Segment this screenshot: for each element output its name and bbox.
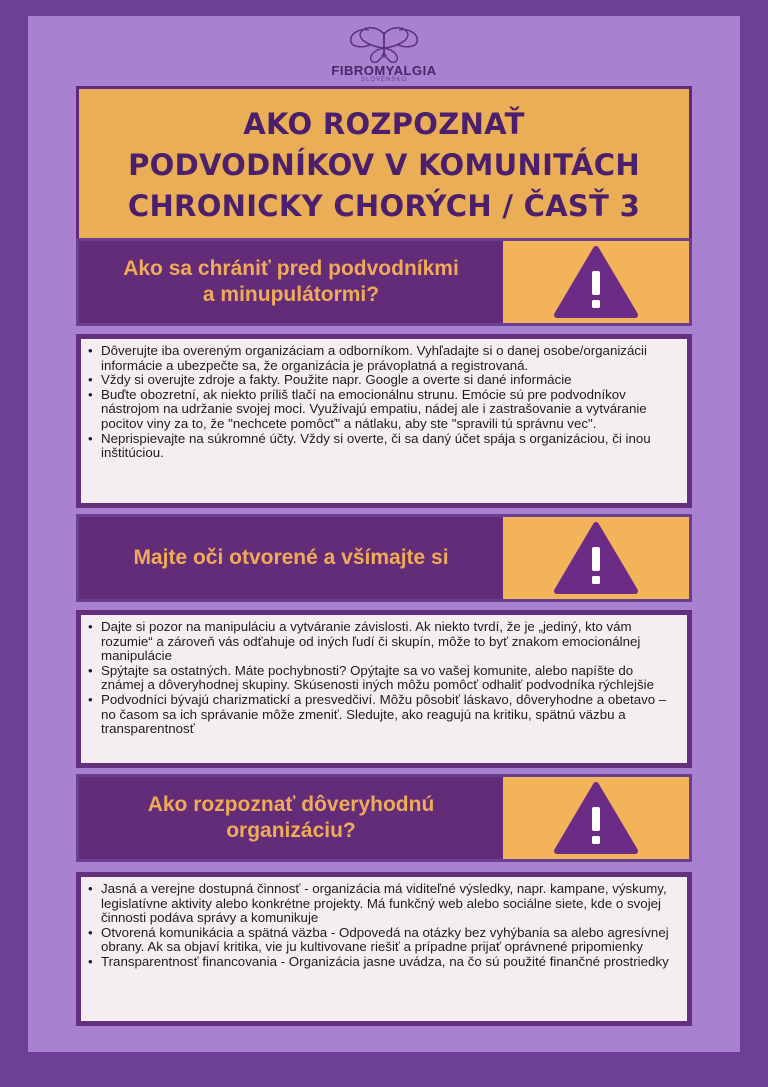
- section-3-body: [76, 872, 692, 1026]
- logo: [28, 16, 740, 88]
- logo-name: FIBROMYALGIA: [331, 63, 437, 78]
- section-2-warning-panel: [503, 517, 689, 599]
- infographic-page: [28, 16, 740, 1052]
- list-item: • Transparentnosť financovania - Organizácia jasne uvádza, na čo sú použité finančné prostriedky: [87, 955, 679, 970]
- section-2-heading: [79, 517, 503, 599]
- list-item: • Buďte obozretní, ak niekto príliš tlačí na emocionálnu strunu. Emócie sú pre podvodníkov nástrojom na udržanie svojej moci. Využívajú empatiu, nádej ale i zastrašovanie a vytváranie pocitov viny za to, že "nechcete pomôcť" a nátlaku, aby ste "spravili tú správnu vec".: [87, 388, 679, 432]
- section-2-body: [76, 610, 692, 768]
- title-line-2: PODVODNÍKOV V KOMUNITÁCH: [128, 147, 640, 182]
- section-2-list: [87, 620, 679, 737]
- section-3-heading-line-2: organizáciu?: [226, 819, 356, 842]
- section-1-heading: [79, 241, 503, 323]
- section-1-heading-line-1: Ako sa chrániť pred podvodníkmi: [123, 257, 459, 280]
- list-item: • Podvodníci bývajú charizmatickí a presvedčiví. Môžu pôsobiť láskavo, dôveryhodne a obetavo – no časom sa ich správanie môže zmeniť. Sledujte, ako reagujú na kritiku, spätnú väzbu a transparentnosť: [87, 693, 679, 737]
- warning-icon: [553, 521, 639, 595]
- section-3-warning-panel: [503, 777, 689, 859]
- section-1-heading-line-2: a minupulátormi?: [202, 283, 380, 306]
- section-3-heading-line-1: Ako rozpoznať dôveryhodnú: [147, 793, 435, 816]
- title-line-3: CHRONICKY CHORÝCH / ČASŤ 3: [127, 188, 641, 223]
- list-item: • Otvorená komunikácia a spätná väzba - Odpovedá na otázky bez vyhýbania sa alebo agresívnej obrany. Ak sa objaví kritika, vie ju kultivovane riešiť a prípadne prijať oprávnené pripomienky: [87, 926, 679, 955]
- butterfly-logo-icon: [339, 24, 429, 64]
- list-item: • Dôverujte iba overeným organizáciam a odborníkom. Vyhľadajte si o danej osobe/organizácii informácie a ubezpečte sa, že organizácia je právoplatná a registrovaná.: [87, 344, 679, 373]
- list-item: • Neprispievajte na súkromné účty. Vždy si overte, či sa daný účet spája s organizáciou, či inou inštitúciou.: [87, 432, 679, 461]
- section-1-body: [76, 334, 692, 508]
- title-line-1: AKO ROZPOZNAŤ: [243, 106, 525, 141]
- list-item: • Vždy si overujte zdroje a fakty. Použite napr. Google a overte si dané informácie: [87, 373, 679, 388]
- page-title: [128, 104, 640, 227]
- logo-subtitle: SLOVENSKO: [360, 77, 407, 83]
- warning-icon: [553, 781, 639, 855]
- section-2-header: [76, 514, 692, 602]
- section-3-heading: [79, 777, 503, 859]
- section-1-header: [76, 238, 692, 326]
- section-1-warning-panel: [503, 241, 689, 323]
- section-2-heading-line-1: Majte oči otvorené a všímajte si: [133, 546, 449, 569]
- section-3-list: [87, 882, 679, 970]
- section-3-header: [76, 774, 692, 862]
- list-item: • Jasná a verejne dostupná činnosť - organizácia má viditeľné výsledky, napr. kampane, výskumy, legislatívne aktivity alebo konkrétne projekty. Má funkčný web alebo sociálne siete, kde o svojej činnosti podáva správy a komunikuje: [87, 882, 679, 926]
- title-banner: [76, 86, 692, 244]
- list-item: • Spýtajte sa ostatných. Máte pochybnosti? Opýtajte sa vo vašej komunite, alebo napíšte do známej a dôveryhodnej skupiny. Skúsenosti iných môžu pomôcť odhaliť podvodníka rýchlejšie: [87, 664, 679, 693]
- list-item: • Dajte si pozor na manipuláciu a vytváranie závislosti. Ak niekto tvrdí, že je „jediný, kto vám rozumie“ a zároveň vás odťahuje od iných ľudí či skupín, môže to byť znakom emocionálnej manipulácie: [87, 620, 679, 664]
- warning-icon: [553, 245, 639, 319]
- section-1-list: [87, 344, 679, 461]
